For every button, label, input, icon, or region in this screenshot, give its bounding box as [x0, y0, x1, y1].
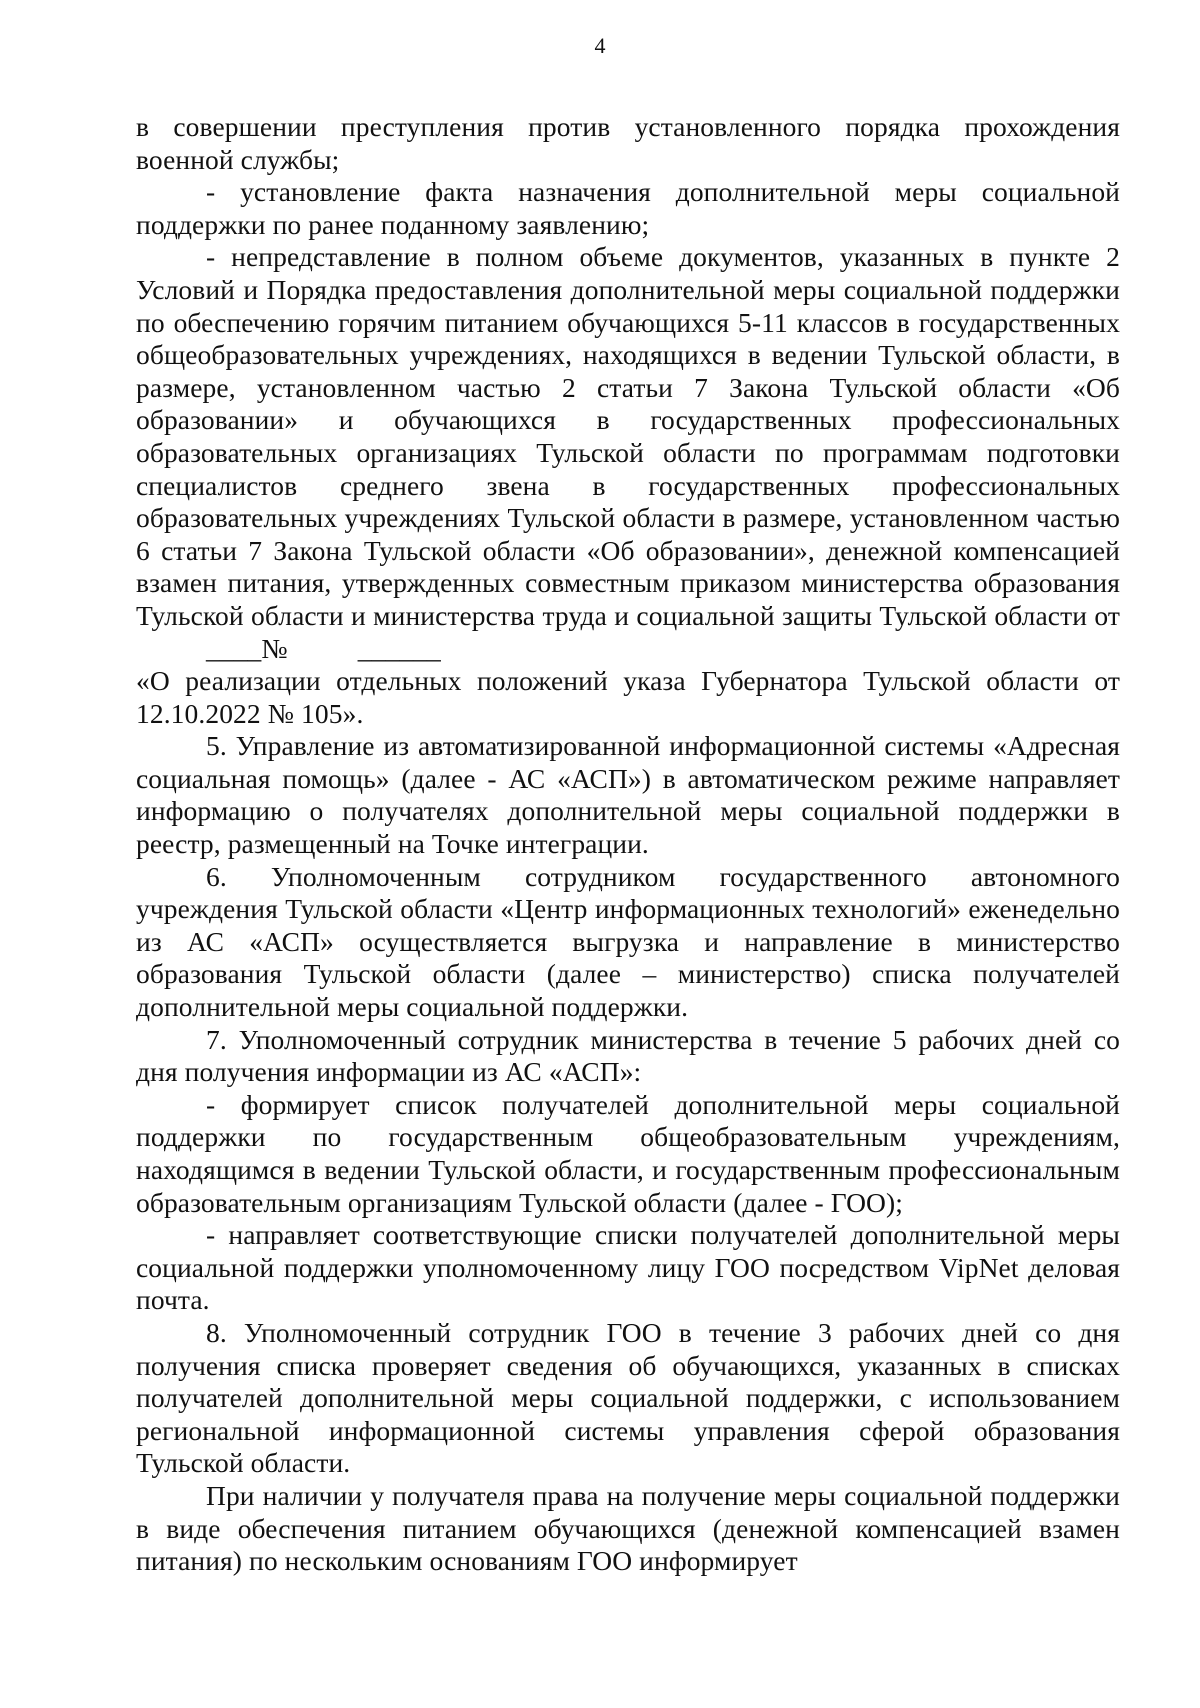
- order-number-blank: ______: [357, 632, 441, 664]
- paragraph-military-service: в совершении преступления против установленного порядка прохождения военной службы;: [136, 111, 1120, 175]
- paragraph-order-title: «О реализации отдельных положений указа Губернатора Тульской области от 12.10.2022 № 105».: [136, 665, 1120, 729]
- paragraph-multiple-grounds: При наличии у получателя права на получение меры социальной поддержки в виде обеспечения питанием обучающихся (денежной компенсацией взамен питания) по нескольким основаниям ГОО информирует: [136, 1479, 1120, 1577]
- number-sign: №: [261, 632, 288, 664]
- paragraph-fact-of-assignment: - установление факта назначения дополнительной меры социальной поддержки по ранее поданному заявлению;: [136, 176, 1120, 240]
- paragraph-item-5: 5. Управление из автоматизированной информационной системы «Адресная социальная помощь» (далее - АС «АСП») в автоматическом режиме направляет информацию о получателях дополнительной меры социальной поддержки в реестр, размещенный на Точке интеграции.: [136, 730, 1120, 860]
- paragraph-sends-lists: - направляет соответствующие списки получателей дополнительной меры социальной поддержки уполномоченному лицу ГОО посредством VipNet деловая почта.: [136, 1219, 1120, 1316]
- document-body: [136, 111, 1120, 1578]
- page-number: 4: [594, 33, 606, 58]
- paragraph-incomplete-documents: [136, 241, 1120, 665]
- paragraph-item-8: 8. Уполномоченный сотрудник ГОО в течение 3 рабочих дней со дня получения списка проверяет сведения об обучающихся, указанных в списках получателей дополнительной меры социальной поддержки, с использованием региональной информационной системы управления сферой образования Тульской области.: [136, 1316, 1120, 1479]
- paragraph-forms-list: - формирует список получателей дополнительной меры социальной поддержки по государственным общеобразовательным учреждениям, находящимся в ведении Тульской области, и государственным профессиональным образовательным организациям Тульской области (далее - ГОО);: [136, 1088, 1120, 1218]
- incomplete-documents-text: - непредставление в полном объеме документов, указанных в пункте 2 Условий и Порядка предоставления дополнительной меры социальной поддержки по обеспечению горячим питанием обучающихся 5-11 классов в государственных общеобразовательных учреждениях, находящихся в ведении Тульской области, в размере, установленном частью 2 статьи 7 Закона Тульской области «Об образовании» и обучающихся в государственных профессиональных образовательных организациях Тульской области по программам подготовки специалистов среднего звена в государственных профессиональных образовательных учреждениях Тульской области в размере, установленном частью 6 статьи 7 Закона Тульской области «Об образовании», денежной компенсацией взамен питания, утвержденных совместным приказом министерства образования Тульской области и министерства труда и социальной защиты Тульской области от: [136, 241, 1120, 631]
- order-date-blank: ____: [206, 632, 262, 664]
- paragraph-item-7: 7. Уполномоченный сотрудник министерства в течение 5 рабочих дней со дня получения информации из АС «АСП»:: [136, 1023, 1120, 1088]
- paragraph-item-6: 6. Уполномоченным сотрудником государственного автономного учреждения Тульской области «Центр информационных технологий» еженедельно из АС «АСП» осуществляется выгрузка и направление в министерство образования Тульской области (далее – министерство) списка получателей дополнительной меры социальной поддержки.: [136, 860, 1120, 1023]
